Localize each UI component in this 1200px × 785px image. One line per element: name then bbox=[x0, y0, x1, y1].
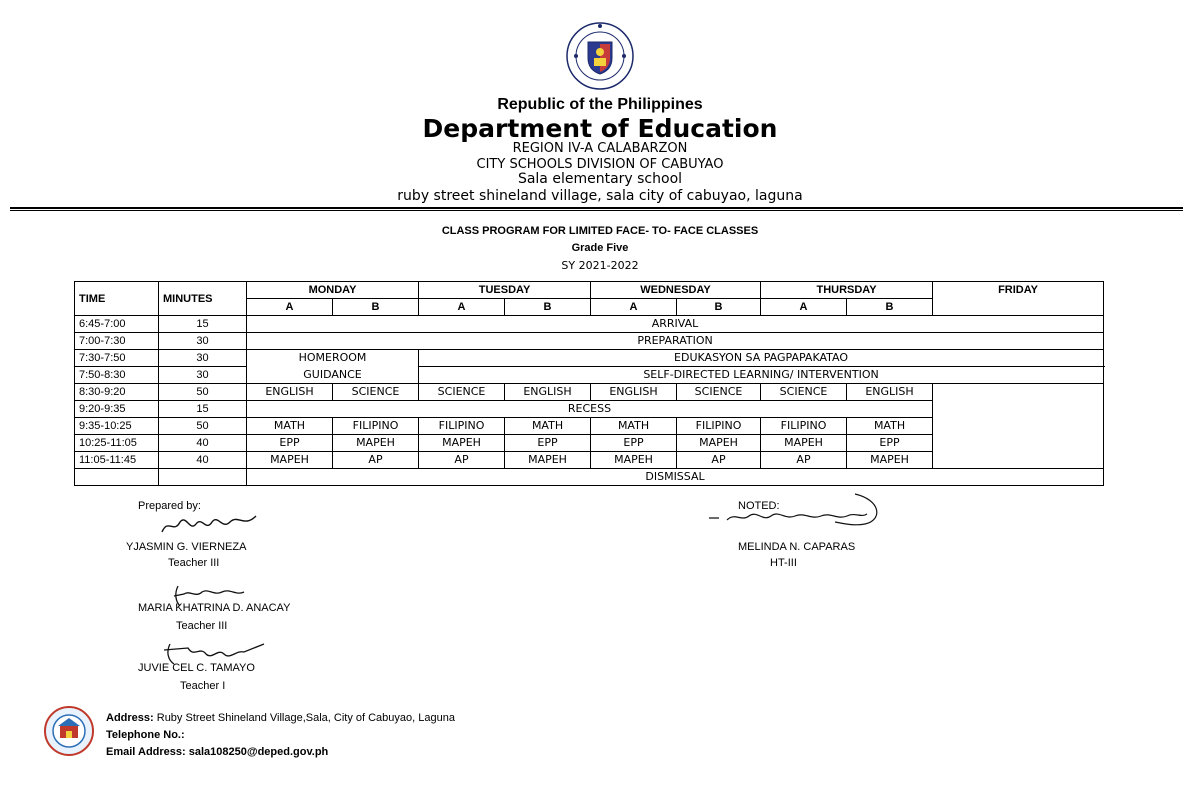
subject-cell: SCIENCE bbox=[333, 384, 419, 401]
time-cell bbox=[75, 469, 159, 486]
signature-vierneza bbox=[160, 510, 260, 540]
header-region: REGION IV-A CALABARZON bbox=[512, 141, 688, 156]
teacher2-name: MARIA KHATRINA D. ANACAY bbox=[138, 602, 291, 614]
subject-cell: AP bbox=[761, 452, 847, 469]
subject-cell: FILIPINO bbox=[419, 418, 505, 435]
sub-b: B bbox=[505, 299, 591, 316]
span-cell: SELF-DIRECTED LEARNING/ INTERVENTION bbox=[419, 367, 1104, 384]
subject-cell: MAPEH bbox=[761, 435, 847, 452]
minutes-cell: 30 bbox=[159, 350, 247, 367]
homeroom-cell: HOMEROOM bbox=[247, 350, 419, 367]
table-row bbox=[75, 452, 1104, 469]
table-row bbox=[75, 418, 1104, 435]
minutes-cell: 50 bbox=[159, 384, 247, 401]
subject-cell: MATH bbox=[847, 418, 933, 435]
subject-cell: MATH bbox=[247, 418, 333, 435]
header-divider bbox=[10, 207, 1183, 211]
span-cell: RECESS bbox=[247, 401, 933, 418]
minutes-cell: 15 bbox=[159, 401, 247, 418]
subject-cell: MAPEH bbox=[847, 452, 933, 469]
subject-cell: FILIPINO bbox=[333, 418, 419, 435]
teacher3-role: Teacher I bbox=[180, 680, 226, 692]
time-cell: 7:00-7:30 bbox=[75, 333, 159, 350]
table-row bbox=[75, 316, 1104, 333]
sub-a: A bbox=[591, 299, 677, 316]
sub-b: B bbox=[677, 299, 761, 316]
header-friday: FRIDAY bbox=[933, 282, 1104, 316]
time-cell: 11:05-11:45 bbox=[75, 452, 159, 469]
time-cell: 9:20-9:35 bbox=[75, 401, 159, 418]
guidance-cell: GUIDANCE bbox=[247, 367, 419, 384]
span-cell: PREPARATION bbox=[247, 333, 1104, 350]
table-row bbox=[75, 435, 1104, 452]
subject-cell: MATH bbox=[591, 418, 677, 435]
footer-address-label: Address: bbox=[106, 712, 154, 724]
head-name: MELINDA N. CAPARAS bbox=[738, 541, 856, 553]
subject-cell: AP bbox=[419, 452, 505, 469]
subject-cell: EPP bbox=[591, 435, 677, 452]
subject-cell: SCIENCE bbox=[677, 384, 761, 401]
subject-cell: MAPEH bbox=[333, 435, 419, 452]
time-cell: 10:25-11:05 bbox=[75, 435, 159, 452]
subject-cell: ENGLISH bbox=[247, 384, 333, 401]
subject-cell: AP bbox=[677, 452, 761, 469]
subject-cell: MATH bbox=[505, 418, 591, 435]
header-republic: Republic of the Philippines bbox=[497, 96, 703, 113]
minutes-cell: 40 bbox=[159, 435, 247, 452]
prepared-by-label: Prepared by: bbox=[138, 500, 201, 512]
subject-cell: SCIENCE bbox=[761, 384, 847, 401]
table-row bbox=[75, 333, 1104, 350]
header-address: ruby street shineland village, sala city of cabuyao, laguna bbox=[397, 188, 803, 204]
signature-caparas bbox=[705, 490, 885, 530]
minutes-cell: 30 bbox=[159, 367, 247, 384]
minutes-cell: 40 bbox=[159, 452, 247, 469]
header-tuesday: TUESDAY bbox=[419, 282, 591, 299]
time-cell: 7:50-8:30 bbox=[75, 367, 159, 384]
sub-b: B bbox=[333, 299, 419, 316]
footer-address-value: Ruby Street Shineland Village,Sala, City of Cabuyao, Laguna bbox=[153, 712, 455, 724]
time-cell: 9:35-10:25 bbox=[75, 418, 159, 435]
sub-a: A bbox=[247, 299, 333, 316]
header-thursday: THURSDAY bbox=[761, 282, 933, 299]
footer-address bbox=[106, 712, 455, 724]
table-row bbox=[75, 469, 1104, 486]
table-row bbox=[75, 367, 1104, 384]
subject-cell: ENGLISH bbox=[591, 384, 677, 401]
program-title: CLASS PROGRAM FOR LIMITED FACE- TO- FACE CLASSES bbox=[441, 225, 759, 237]
subject-cell: EPP bbox=[247, 435, 333, 452]
footer-telephone bbox=[106, 729, 185, 741]
header-time: TIME bbox=[75, 282, 159, 316]
subject-cell: EPP bbox=[505, 435, 591, 452]
subject-cell: MAPEH bbox=[505, 452, 591, 469]
span-cell: EDUKASYON SA PAGPAPAKATAO bbox=[419, 350, 1104, 367]
subject-cell: EPP bbox=[847, 435, 933, 452]
minutes-cell bbox=[159, 469, 247, 486]
time-cell: 7:30-7:50 bbox=[75, 350, 159, 367]
table-row bbox=[75, 350, 1104, 367]
subject-cell: FILIPINO bbox=[761, 418, 847, 435]
table-header-row bbox=[75, 282, 1104, 299]
teacher1-role: Teacher III bbox=[168, 557, 220, 569]
program-school-year: SY 2021-2022 bbox=[561, 259, 639, 272]
minutes-cell: 50 bbox=[159, 418, 247, 435]
teacher2-role: Teacher III bbox=[176, 620, 228, 632]
school-seal-logo bbox=[44, 706, 94, 756]
header-monday: MONDAY bbox=[247, 282, 419, 299]
minutes-cell: 30 bbox=[159, 333, 247, 350]
subject-cell: FILIPINO bbox=[677, 418, 761, 435]
teacher1-name: YJASMIN G. VIERNEZA bbox=[126, 541, 247, 553]
class-schedule-table bbox=[74, 281, 1104, 486]
teacher3-name: JUVIE CEL C. TAMAYO bbox=[138, 662, 255, 674]
noted-label: NOTED: bbox=[738, 500, 780, 512]
header-wednesday: WEDNESDAY bbox=[591, 282, 761, 299]
span-cell: DISMISSAL bbox=[247, 469, 1104, 486]
time-cell: 6:45-7:00 bbox=[75, 316, 159, 333]
table-row bbox=[75, 401, 1104, 418]
header-division: CITY SCHOOLS DIVISION OF CABUYAO bbox=[476, 157, 724, 172]
subject-cell: ENGLISH bbox=[847, 384, 933, 401]
footer-email bbox=[106, 746, 328, 758]
sub-b: B bbox=[847, 299, 933, 316]
sub-a: A bbox=[761, 299, 847, 316]
footer-email-label: Email Address: bbox=[106, 746, 186, 758]
minutes-cell: 15 bbox=[159, 316, 247, 333]
span-cell: ARRIVAL bbox=[247, 316, 1104, 333]
program-grade: Grade Five bbox=[571, 242, 629, 254]
subject-cell: SCIENCE bbox=[419, 384, 505, 401]
subject-cell: MAPEH bbox=[591, 452, 677, 469]
footer-email-value: sala108250@deped.gov.ph bbox=[185, 746, 329, 758]
head-role: HT-III bbox=[770, 557, 797, 569]
subject-cell: ENGLISH bbox=[505, 384, 591, 401]
deped-seal-logo bbox=[566, 22, 634, 90]
subject-cell: MAPEH bbox=[419, 435, 505, 452]
subject-cell: MAPEH bbox=[247, 452, 333, 469]
header-school: Sala elementary school bbox=[517, 171, 683, 187]
table-row bbox=[75, 384, 1104, 401]
time-cell: 8:30-9:20 bbox=[75, 384, 159, 401]
subject-cell: MAPEH bbox=[677, 435, 761, 452]
footer-telephone-label: Telephone No.: bbox=[106, 729, 185, 741]
subject-cell: AP bbox=[333, 452, 419, 469]
header-department: Department of Education bbox=[422, 114, 778, 143]
header-minutes: MINUTES bbox=[159, 282, 247, 316]
sub-a: A bbox=[419, 299, 505, 316]
